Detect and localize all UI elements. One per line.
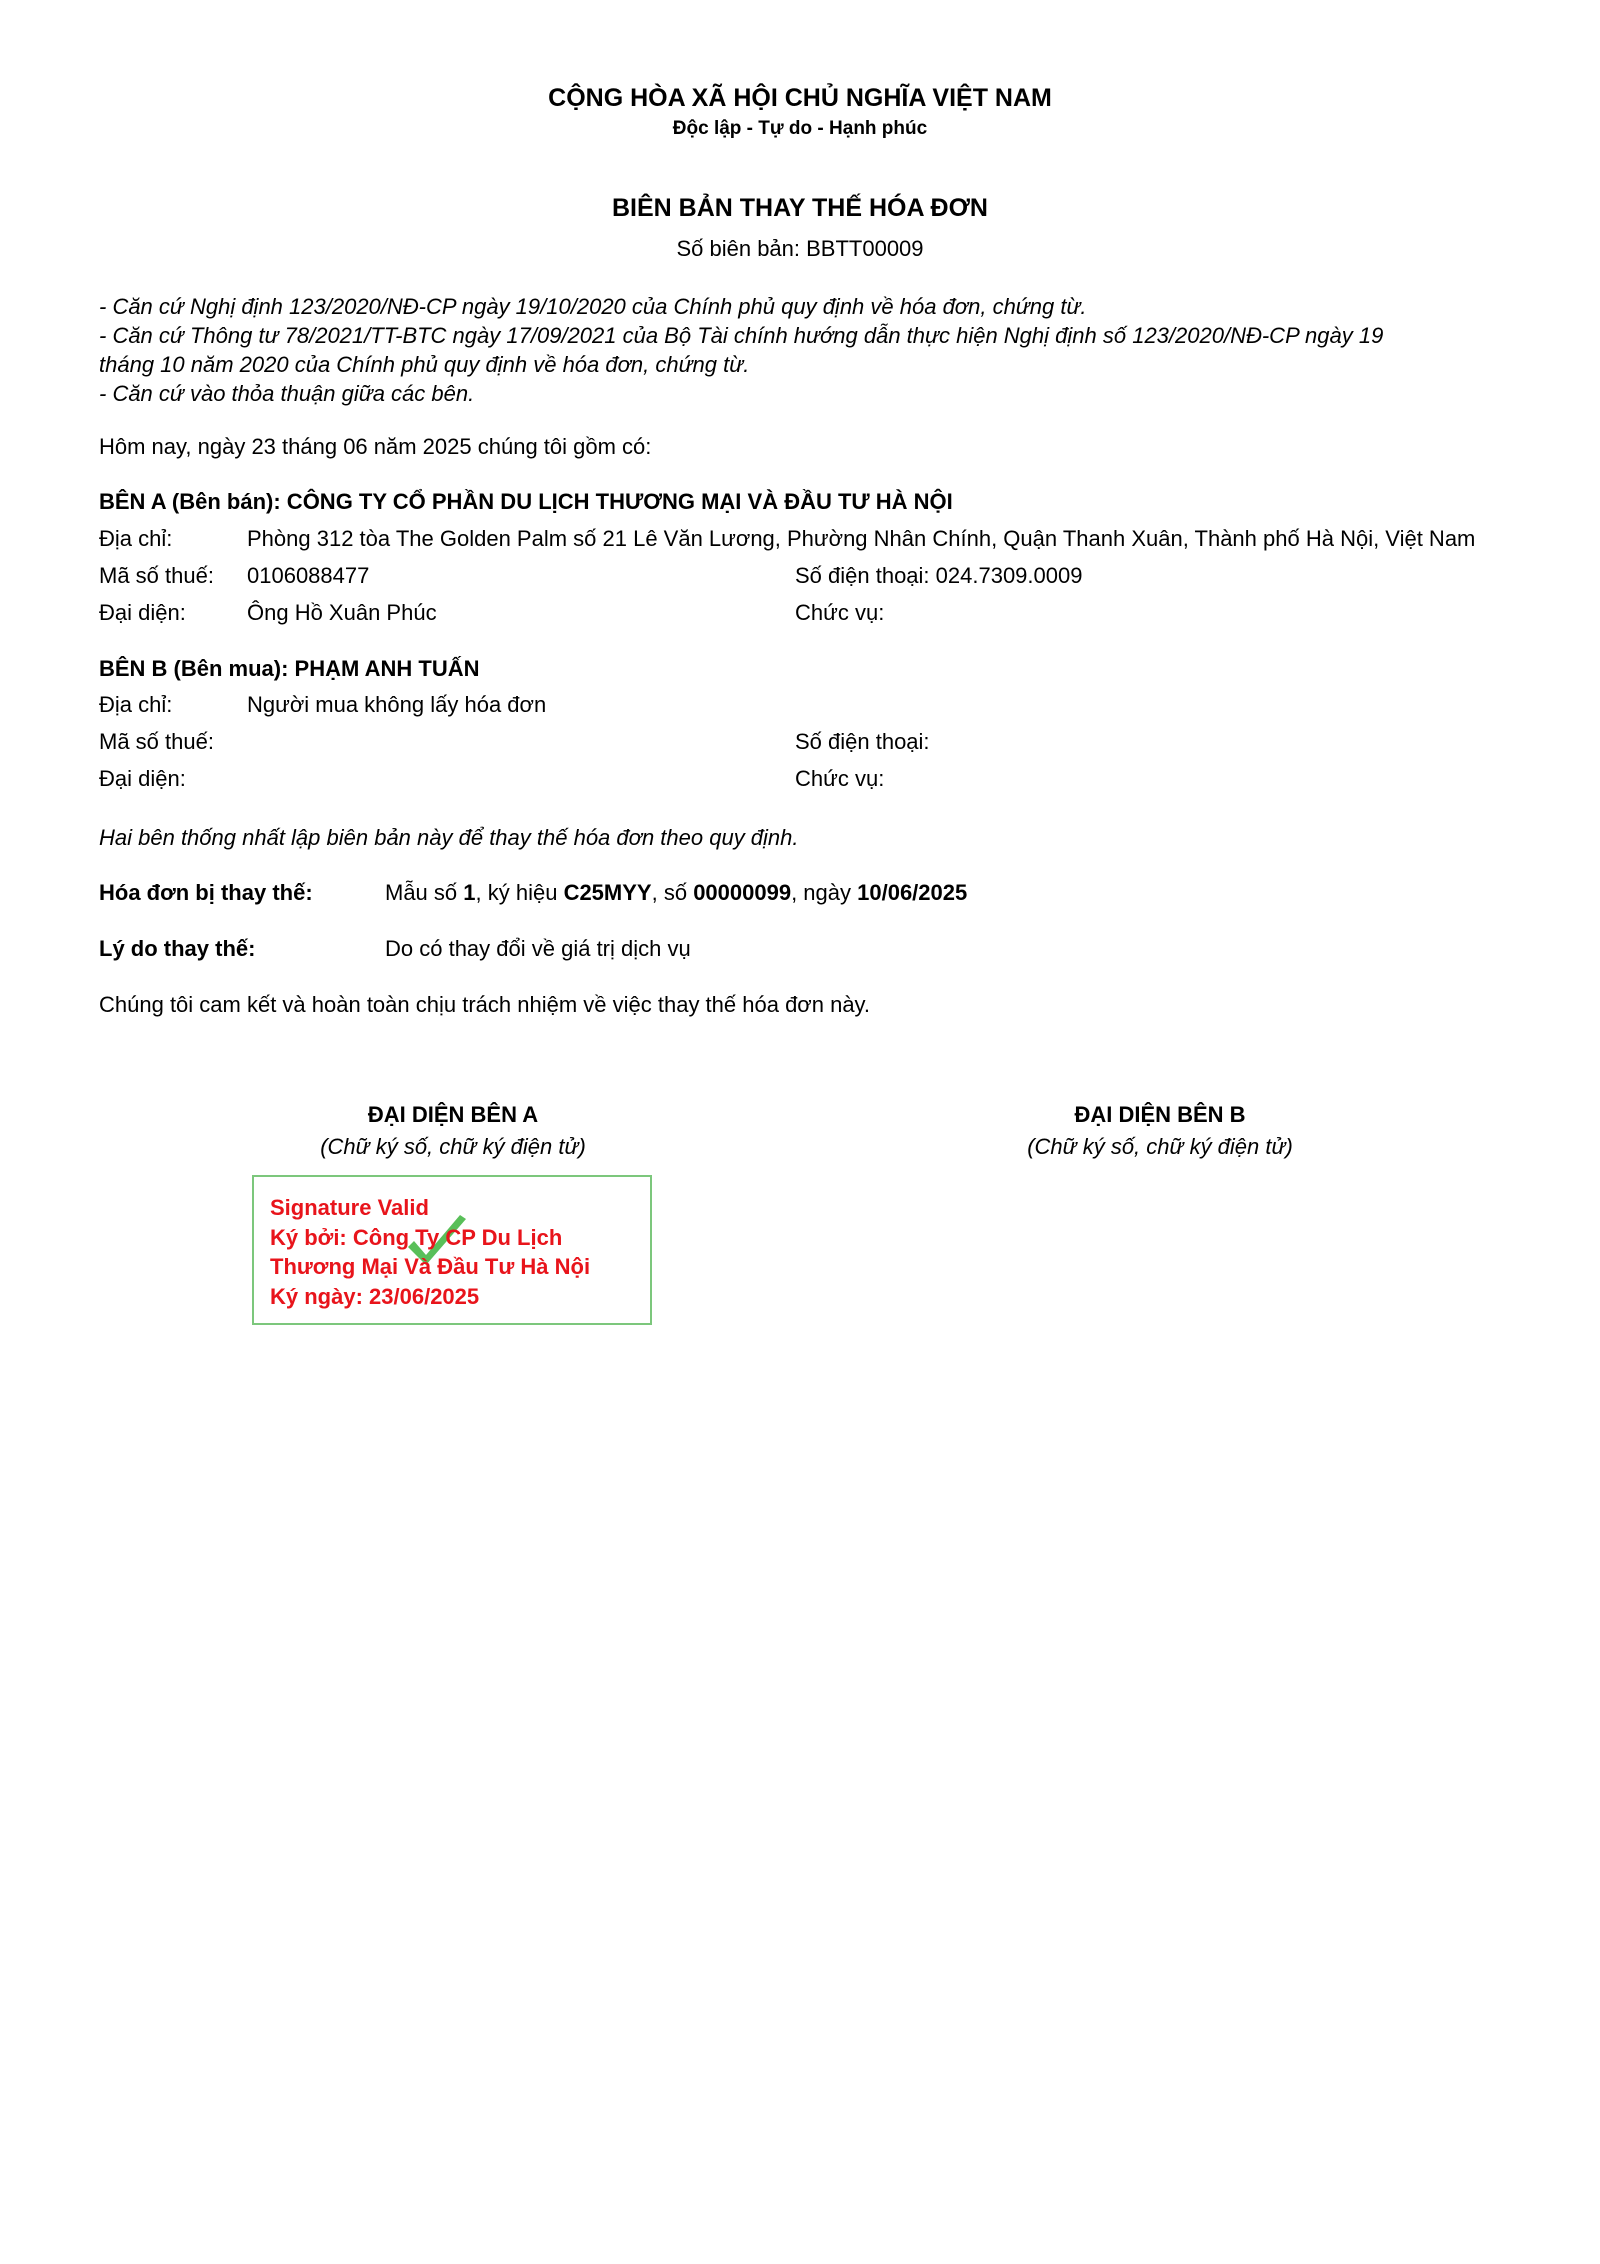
signature-signer-line2: Thương Mại Và Đầu Tư Hà Nội (270, 1254, 591, 1279)
legal-basis-line: - Căn cứ Thông tư 78/2021/TT-BTC ngày 17/09/2021 của Bộ Tài chính hướng dẫn thực hiện Nghị định số 123/2020/NĐ-CP ngày 19 (99, 323, 1384, 348)
party-a-representative: Ông Hồ Xuân Phúc (247, 600, 437, 625)
party-a-signature-heading: ĐẠI DIỆN BÊN A (367, 1102, 539, 1127)
address-label: Địa chỉ: (99, 526, 173, 551)
legal-basis-line: - Căn cứ Nghị định 123/2020/NĐ-CP ngày 19/10/2020 của Chính phủ quy định về hóa đơn, chứng từ. (99, 294, 1087, 319)
replaced-invoice-label: Hóa đơn bị thay thế: (99, 880, 313, 905)
date-prefix: , ngày (791, 880, 858, 905)
reason-label: Lý do thay thế: (99, 936, 256, 961)
reason-value: Do có thay đổi về giá trị dịch vụ (385, 936, 691, 961)
document-title: BIÊN BẢN THAY THẾ HÓA ĐƠN (612, 194, 988, 222)
legal-basis-line: - Căn cứ vào thỏa thuận giữa các bên. (99, 381, 475, 406)
document-number: Số biên bản: BBTT00009 (676, 236, 924, 261)
party-a-address: Phòng 312 tòa The Golden Palm số 21 Lê Văn Lương, Phường Nhân Chính, Quận Thanh Xuân, Thành phố Hà Nội, Việt Nam (247, 526, 1476, 551)
address-label: Địa chỉ: (99, 692, 173, 717)
signature-signer-line1: Ký bởi: Công Ty CP Du Lịch (270, 1224, 563, 1250)
party-a-phone: Số điện thoại: 024.7309.0009 (795, 563, 1083, 588)
legal-basis-line: tháng 10 năm 2020 của Chính phủ quy định về hóa đơn, chứng từ. (99, 352, 750, 377)
number-prefix: , số (651, 880, 694, 905)
legal-bases (99, 292, 1499, 408)
representative-label: Đại diện: (99, 766, 186, 791)
party-a-tax-code: 0106088477 (247, 563, 370, 588)
party-a-heading: BÊN A (Bên bán): CÔNG TY CỔ PHẦN DU LỊCH THƯƠNG MẠI VÀ ĐẦU TƯ HÀ NỘI (99, 489, 953, 514)
party-a-position: Chức vụ: (795, 600, 885, 625)
signature-status: Signature Valid (270, 1195, 429, 1220)
commitment-text: Chúng tôi cam kết và hoàn toàn chịu trách nhiệm về việc thay thế hóa đơn này. (99, 992, 871, 1017)
party-b-address: Người mua không lấy hóa đơn (247, 692, 547, 717)
form-prefix: Mẫu số (385, 880, 464, 905)
tax-code-label: Mã số thuế: (99, 729, 214, 754)
invoice-number: 00000099 (693, 880, 792, 905)
representative-label: Đại diện: (99, 600, 186, 625)
national-title: CỘNG HÒA XÃ HỘI CHỦ NGHĨA VIỆT NAM (548, 84, 1052, 112)
party-a-signature-note: (Chữ ký số, chữ ký điện tử) (320, 1134, 586, 1159)
signature-date: Ký ngày: 23/06/2025 (270, 1283, 480, 1309)
tax-code-label: Mã số thuế: (99, 563, 214, 588)
party-b-signature-note: (Chữ ký số, chữ ký điện tử) (1027, 1134, 1293, 1159)
intro-text: Hôm nay, ngày 23 tháng 06 năm 2025 chúng tôi gồm có: (99, 434, 652, 459)
signature-stamp-text (270, 1193, 590, 1311)
agreement-text: Hai bên thống nhất lập biên bản này để thay thế hóa đơn theo quy định. (99, 825, 799, 850)
invoice-symbol: C25MYY (563, 880, 652, 905)
invoice-date: 10/06/2025 (857, 880, 968, 905)
replaced-invoice-details (385, 880, 967, 906)
national-motto: Độc lập - Tự do - Hạnh phúc (672, 118, 928, 139)
digital-signature-stamp[interactable] (252, 1175, 652, 1325)
party-b-phone: Số điện thoại: (795, 729, 930, 754)
symbol-prefix: , ký hiệu (475, 880, 564, 905)
invoice-form: 1 (463, 880, 476, 905)
party-b-position: Chức vụ: (795, 766, 885, 791)
party-b-signature-heading: ĐẠI DIỆN BÊN B (1074, 1102, 1246, 1127)
party-b-heading: BÊN B (Bên mua): PHẠM ANH TUẤN (99, 656, 480, 681)
